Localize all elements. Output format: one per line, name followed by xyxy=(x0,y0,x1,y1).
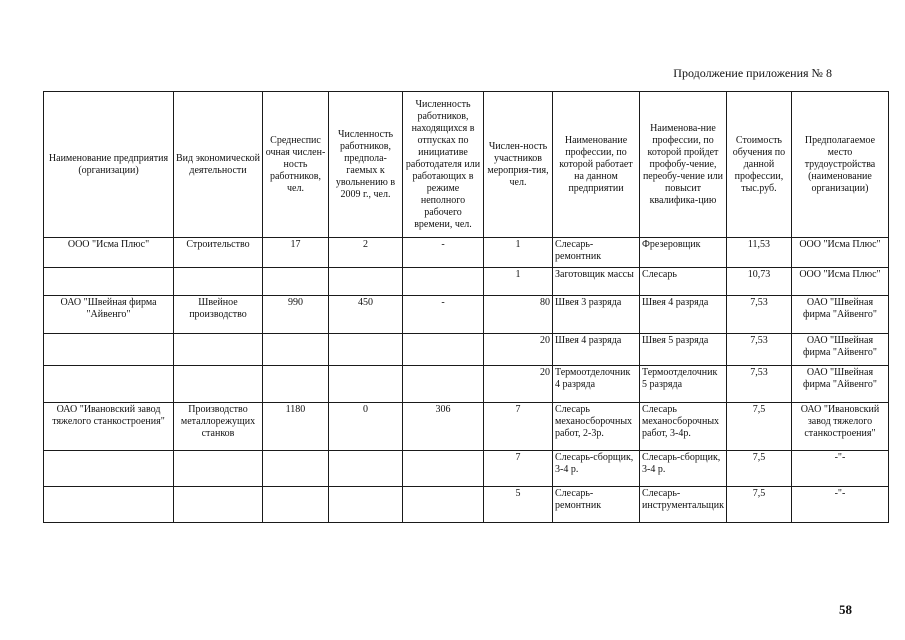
cell-avg-headcount xyxy=(263,366,329,403)
table-row xyxy=(44,403,889,451)
cell-participants: 80 xyxy=(484,296,553,334)
cell-current-profession: Швея 4 разряда xyxy=(553,334,640,366)
table-header-row xyxy=(44,92,889,238)
cell-training-profession: Швея 4 разряда xyxy=(640,296,727,334)
cell-on-leave xyxy=(403,366,484,403)
cell-planned-dismissals xyxy=(329,487,403,523)
page-number: 58 xyxy=(839,602,852,617)
cell-training-cost: 11,53 xyxy=(726,238,791,268)
cell-avg-headcount xyxy=(263,487,329,523)
cell-participants: 20 xyxy=(484,366,553,403)
header-current-profession: Наименование профессии, по которой работает на данном предприятии xyxy=(553,92,640,238)
cell-on-leave xyxy=(403,334,484,366)
cell-future-employer: ОАО "Швейная фирма "Айвенго" xyxy=(791,334,888,366)
cell-activity xyxy=(174,268,263,296)
cell-planned-dismissals: 450 xyxy=(329,296,403,334)
cell-planned-dismissals: 0 xyxy=(329,403,403,451)
cell-training-cost: 7,53 xyxy=(726,366,791,403)
cell-organization xyxy=(44,487,174,523)
cell-participants: 7 xyxy=(484,451,553,487)
table-row xyxy=(44,238,889,268)
cell-training-cost: 7,5 xyxy=(726,451,791,487)
cell-current-profession: Заготовщик массы xyxy=(553,268,640,296)
header-organization: Наименование предприятия (организации) xyxy=(44,92,174,238)
cell-organization: ОАО "Ивановский завод тяжелого станкостроения" xyxy=(44,403,174,451)
cell-planned-dismissals xyxy=(329,451,403,487)
cell-on-leave xyxy=(403,268,484,296)
cell-training-cost: 7,53 xyxy=(726,334,791,366)
cell-organization: ОАО "Швейная фирма "Айвенго" xyxy=(44,296,174,334)
cell-participants: 5 xyxy=(484,487,553,523)
cell-avg-headcount xyxy=(263,334,329,366)
cell-current-profession: Швея 3 разряда xyxy=(553,296,640,334)
cell-current-profession: Слесарь-сборщик, 3-4 р. xyxy=(553,451,640,487)
cell-current-profession: Слесарь-ремонтник xyxy=(553,487,640,523)
cell-future-employer: -"- xyxy=(791,451,888,487)
cell-training-profession: Фрезеровщик xyxy=(640,238,727,268)
cell-avg-headcount xyxy=(263,451,329,487)
header-participants: Числен-ность участников мероприя-тия, чел. xyxy=(484,92,553,238)
continuation-label: Продолжение приложения № 8 xyxy=(673,66,832,80)
cell-training-profession: Слесарь-сборщик, 3-4 р. xyxy=(640,451,727,487)
cell-future-employer: ООО "Исма Плюс" xyxy=(791,238,888,268)
cell-on-leave xyxy=(403,451,484,487)
table-row xyxy=(44,366,889,403)
cell-avg-headcount: 990 xyxy=(263,296,329,334)
cell-current-profession: Термоотделочник 4 разряда xyxy=(553,366,640,403)
header-planned-dismissals: Численность работников, предпола-гаемых к увольнению в 2009 г., чел. xyxy=(329,92,403,238)
cell-planned-dismissals: 2 xyxy=(329,238,403,268)
cell-activity xyxy=(174,487,263,523)
cell-training-cost: 10,73 xyxy=(726,268,791,296)
cell-training-profession: Слесарь-инструментальщик xyxy=(640,487,727,523)
cell-on-leave xyxy=(403,487,484,523)
cell-participants: 1 xyxy=(484,268,553,296)
cell-avg-headcount xyxy=(263,268,329,296)
cell-activity: Производство металлорежущих станков xyxy=(174,403,263,451)
cell-future-employer: -"- xyxy=(791,487,888,523)
cell-training-profession: Термоотделочник 5 разряда xyxy=(640,366,727,403)
cell-future-employer: ОАО "Швейная фирма "Айвенго" xyxy=(791,296,888,334)
cell-current-profession: Слесарь механосборочных работ, 2-3р. xyxy=(553,403,640,451)
cell-organization xyxy=(44,268,174,296)
header-on-leave: Численность работников, находящихся в отпусках по инициативе работодателя или работающих в режиме неполного рабочего времени, чел. xyxy=(403,92,484,238)
cell-future-employer: ООО "Исма Плюс" xyxy=(791,268,888,296)
table-row xyxy=(44,296,889,334)
header-training-profession: Наименова-ние профессии, по которой пройдет профобу-чение, переобу-чение или повысит квалифика-цию xyxy=(640,92,727,238)
cell-planned-dismissals xyxy=(329,334,403,366)
cell-organization: ООО "Исма Плюс" xyxy=(44,238,174,268)
cell-participants: 7 xyxy=(484,403,553,451)
header-training-cost: Стоимость обучения по данной профессии, тыс.руб. xyxy=(726,92,791,238)
cell-organization xyxy=(44,334,174,366)
cell-planned-dismissals xyxy=(329,366,403,403)
cell-organization xyxy=(44,451,174,487)
cell-training-profession: Швея 5 разряда xyxy=(640,334,727,366)
cell-organization xyxy=(44,366,174,403)
header-future-employer: Предполагаемое место трудоустройства (наименование организации) xyxy=(791,92,888,238)
table-row xyxy=(44,334,889,366)
cell-on-leave: - xyxy=(403,296,484,334)
cell-future-employer: ОАО "Швейная фирма "Айвенго" xyxy=(791,366,888,403)
header-avg-headcount: Среднеспис очная числен-ность работников, чел. xyxy=(263,92,329,238)
cell-training-profession: Слесарь механосборочных работ, 3-4р. xyxy=(640,403,727,451)
training-table xyxy=(43,91,889,523)
table-row xyxy=(44,451,889,487)
cell-training-cost: 7,5 xyxy=(726,487,791,523)
cell-planned-dismissals xyxy=(329,268,403,296)
table-row xyxy=(44,268,889,296)
cell-activity xyxy=(174,366,263,403)
cell-training-profession: Слесарь xyxy=(640,268,727,296)
cell-current-profession: Слесарь-ремонтник xyxy=(553,238,640,268)
cell-activity xyxy=(174,334,263,366)
cell-training-cost: 7,5 xyxy=(726,403,791,451)
cell-activity xyxy=(174,451,263,487)
cell-participants: 20 xyxy=(484,334,553,366)
header-activity: Вид экономической деятельности xyxy=(174,92,263,238)
cell-avg-headcount: 1180 xyxy=(263,403,329,451)
cell-on-leave: 306 xyxy=(403,403,484,451)
cell-on-leave: - xyxy=(403,238,484,268)
cell-future-employer: ОАО "Ивановский завод тяжелого станкостроения" xyxy=(791,403,888,451)
cell-activity: Швейное производство xyxy=(174,296,263,334)
table-row xyxy=(44,487,889,523)
cell-avg-headcount: 17 xyxy=(263,238,329,268)
cell-participants: 1 xyxy=(484,238,553,268)
cell-training-cost: 7,53 xyxy=(726,296,791,334)
cell-activity: Строительство xyxy=(174,238,263,268)
